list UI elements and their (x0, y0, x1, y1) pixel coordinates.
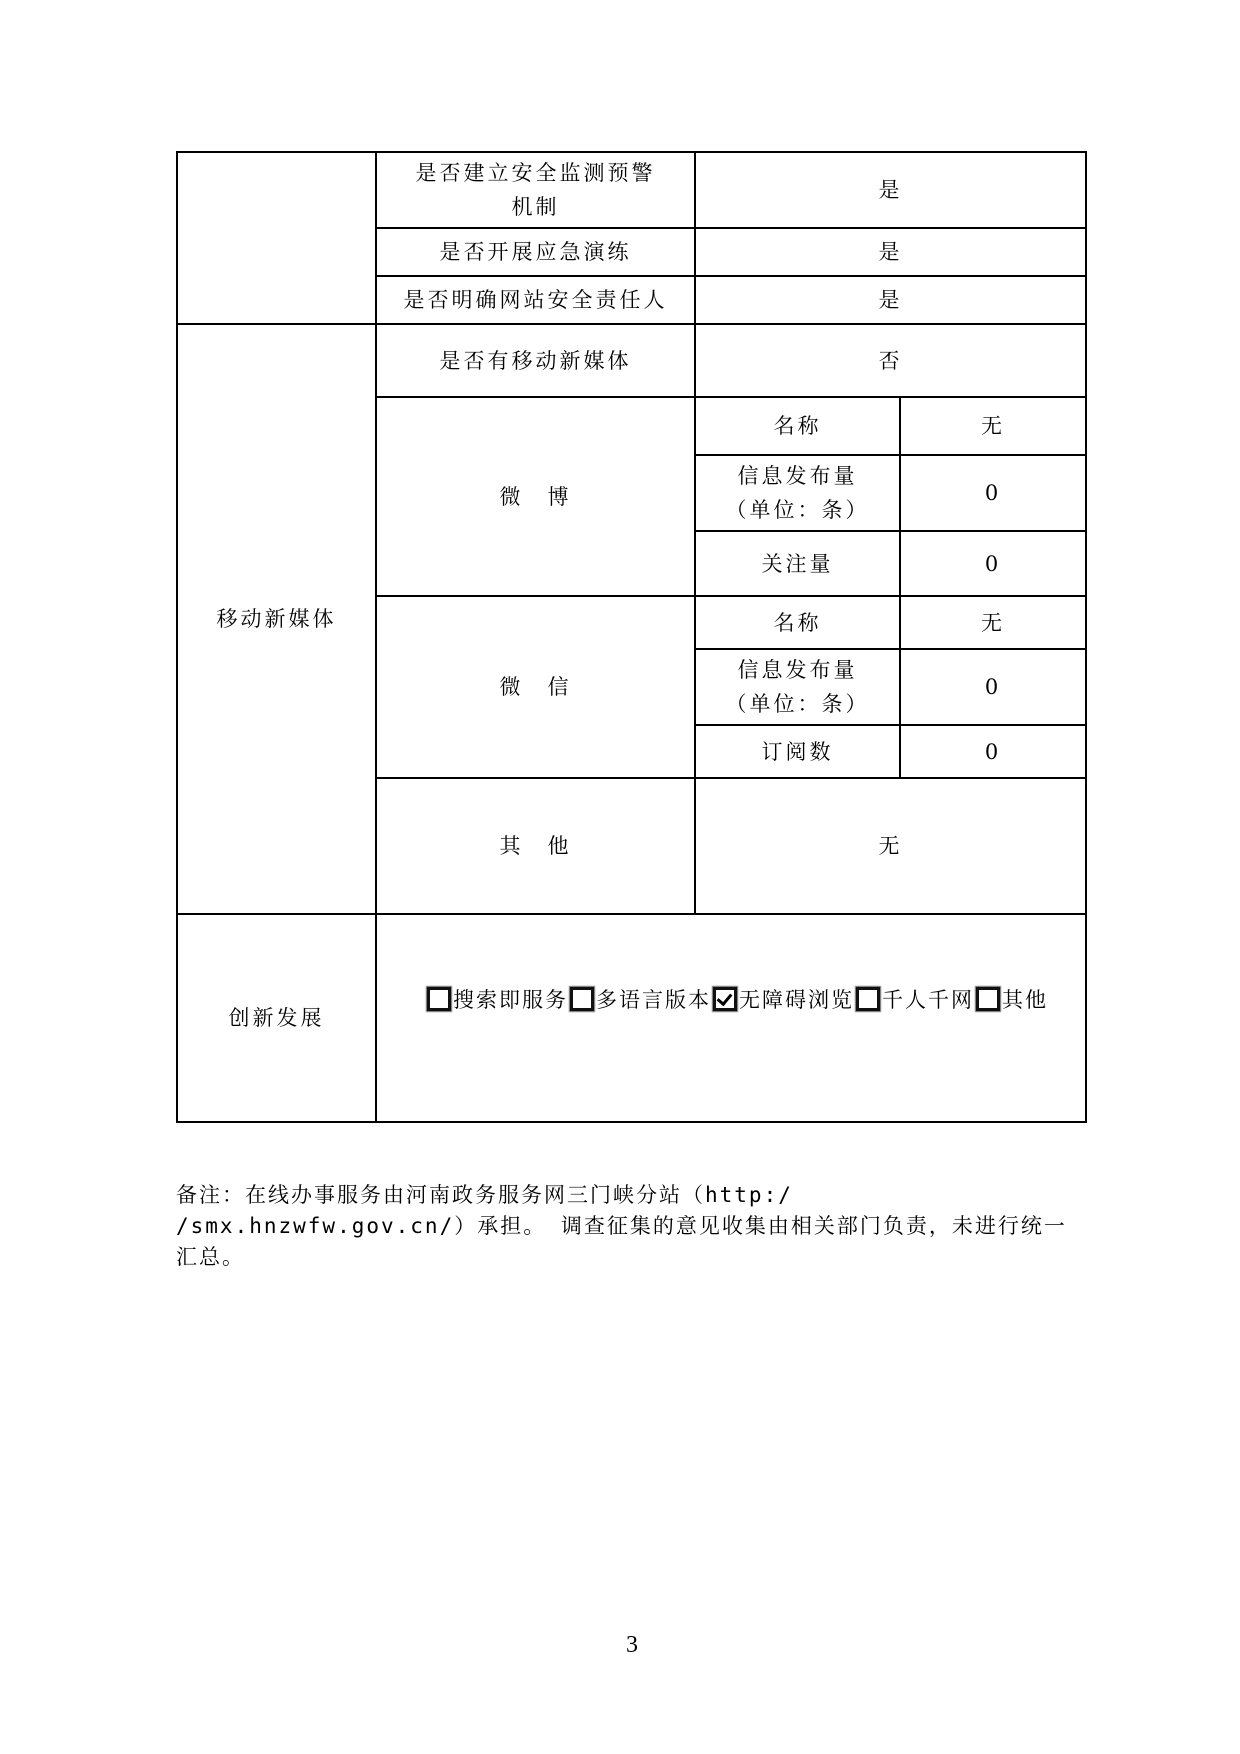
weibo-posts-label-line1: 信息发布量 (737, 464, 858, 488)
security-responsible-value-cell (694, 275, 1087, 325)
option-other-label: 其他 (1002, 988, 1048, 1012)
security-monitoring-label-line1: 是否建立安全监测预警 (415, 161, 656, 185)
security-monitoring-label-line2: 机制 (511, 195, 560, 219)
wechat-name-label: 名称 (773, 610, 822, 635)
wechat-name-value-cell (899, 595, 1087, 650)
security-responsible-label-cell (375, 275, 696, 325)
other-media-value-cell (694, 777, 1087, 915)
security-responsible-value: 是 (878, 288, 903, 312)
weibo-posts-label-cell (694, 454, 901, 532)
wechat-name-label-cell (694, 595, 901, 650)
weibo-posts-value: 0 (984, 481, 1002, 505)
emergency-drill-value: 是 (878, 240, 903, 264)
weibo-posts-label-line2: （单位：条） (725, 498, 870, 522)
weibo-label-cell (375, 396, 696, 597)
weibo-followers-value: 0 (984, 551, 1002, 576)
security-responsible-label: 是否明确网站安全责任人 (403, 288, 668, 312)
mobile-media-category-label: 移动新媒体 (216, 607, 337, 631)
option-search-as-service-label: 搜索即服务 (453, 988, 568, 1012)
other-media-label-cell (375, 777, 696, 915)
wechat-subscribers-label: 订阅数 (761, 739, 834, 764)
wechat-label-cell (375, 595, 696, 779)
wechat-posts-value: 0 (984, 675, 1002, 699)
wechat-posts-label-line2: （单位：条） (725, 692, 870, 716)
checkbox-accessible-browsing[interactable] (713, 987, 737, 1011)
wechat-posts-value-cell (899, 648, 1087, 726)
weibo-label: 微 博 (499, 484, 572, 509)
innovation-options (427, 985, 1050, 1013)
checkbox-multilingual[interactable] (570, 987, 594, 1011)
website-report-table (176, 151, 1087, 1123)
security-monitoring-value: 是 (878, 178, 903, 202)
wechat-subscribers-value: 0 (984, 739, 1002, 764)
other-media-label: 其 他 (499, 834, 572, 858)
wechat-subscribers-label-cell (694, 724, 901, 779)
has-mobile-media-value-cell (694, 323, 1087, 398)
other-media-value: 无 (878, 834, 903, 858)
weibo-name-label-cell (694, 396, 901, 456)
page-number: 3 (626, 1632, 638, 1658)
weibo-followers-label-cell (694, 530, 901, 597)
wechat-posts-label-cell (694, 648, 901, 726)
innovation-category-label: 创新发展 (228, 1006, 325, 1030)
mobile-media-category-cell (176, 323, 377, 915)
checkbox-other[interactable] (976, 987, 1000, 1011)
security-monitoring-value-cell (694, 151, 1087, 229)
weibo-name-value-cell (899, 396, 1087, 456)
wechat-subscribers-value-cell (899, 724, 1087, 779)
footnote-line-1: 备注：在线办事服务由河南政务服务网三门峡分站（http:/ (176, 1183, 793, 1207)
weibo-followers-label: 关注量 (761, 551, 834, 576)
footnote-line-3: 汇总。 (176, 1245, 245, 1269)
checkbox-search-as-service[interactable] (427, 987, 451, 1011)
wechat-posts-label-line1: 信息发布量 (737, 658, 858, 682)
has-mobile-media-label: 是否有移动新媒体 (439, 348, 632, 373)
option-multilingual-label: 多语言版本 (596, 988, 711, 1012)
innovation-category-cell (176, 913, 377, 1123)
footnote-line-2: /smx.hnzwfw.gov.cn/）承担。 调查征集的意见收集由相关部门负责，未进行统一 (176, 1214, 1067, 1238)
weibo-name-value: 无 (981, 414, 1005, 438)
has-mobile-media-label-cell (375, 323, 696, 398)
wechat-name-value: 无 (981, 610, 1005, 635)
option-accessible-browsing-label: 无障碍浏览 (739, 988, 854, 1012)
checkbox-personalized[interactable] (856, 987, 880, 1011)
weibo-followers-value-cell (899, 530, 1087, 597)
wechat-label: 微 信 (499, 675, 572, 699)
emergency-drill-label-cell (375, 227, 696, 277)
footnote (176, 1180, 1096, 1273)
weibo-posts-value-cell (899, 454, 1087, 532)
option-personalized-label: 千人千网 (882, 988, 974, 1012)
innovation-options-cell (375, 913, 1087, 1123)
emergency-drill-label: 是否开展应急演练 (439, 240, 632, 264)
weibo-name-label: 名称 (773, 414, 822, 438)
security-monitoring-label-cell (375, 151, 696, 229)
has-mobile-media-value: 否 (878, 348, 903, 373)
security-category-cell (176, 151, 377, 325)
emergency-drill-value-cell (694, 227, 1087, 277)
